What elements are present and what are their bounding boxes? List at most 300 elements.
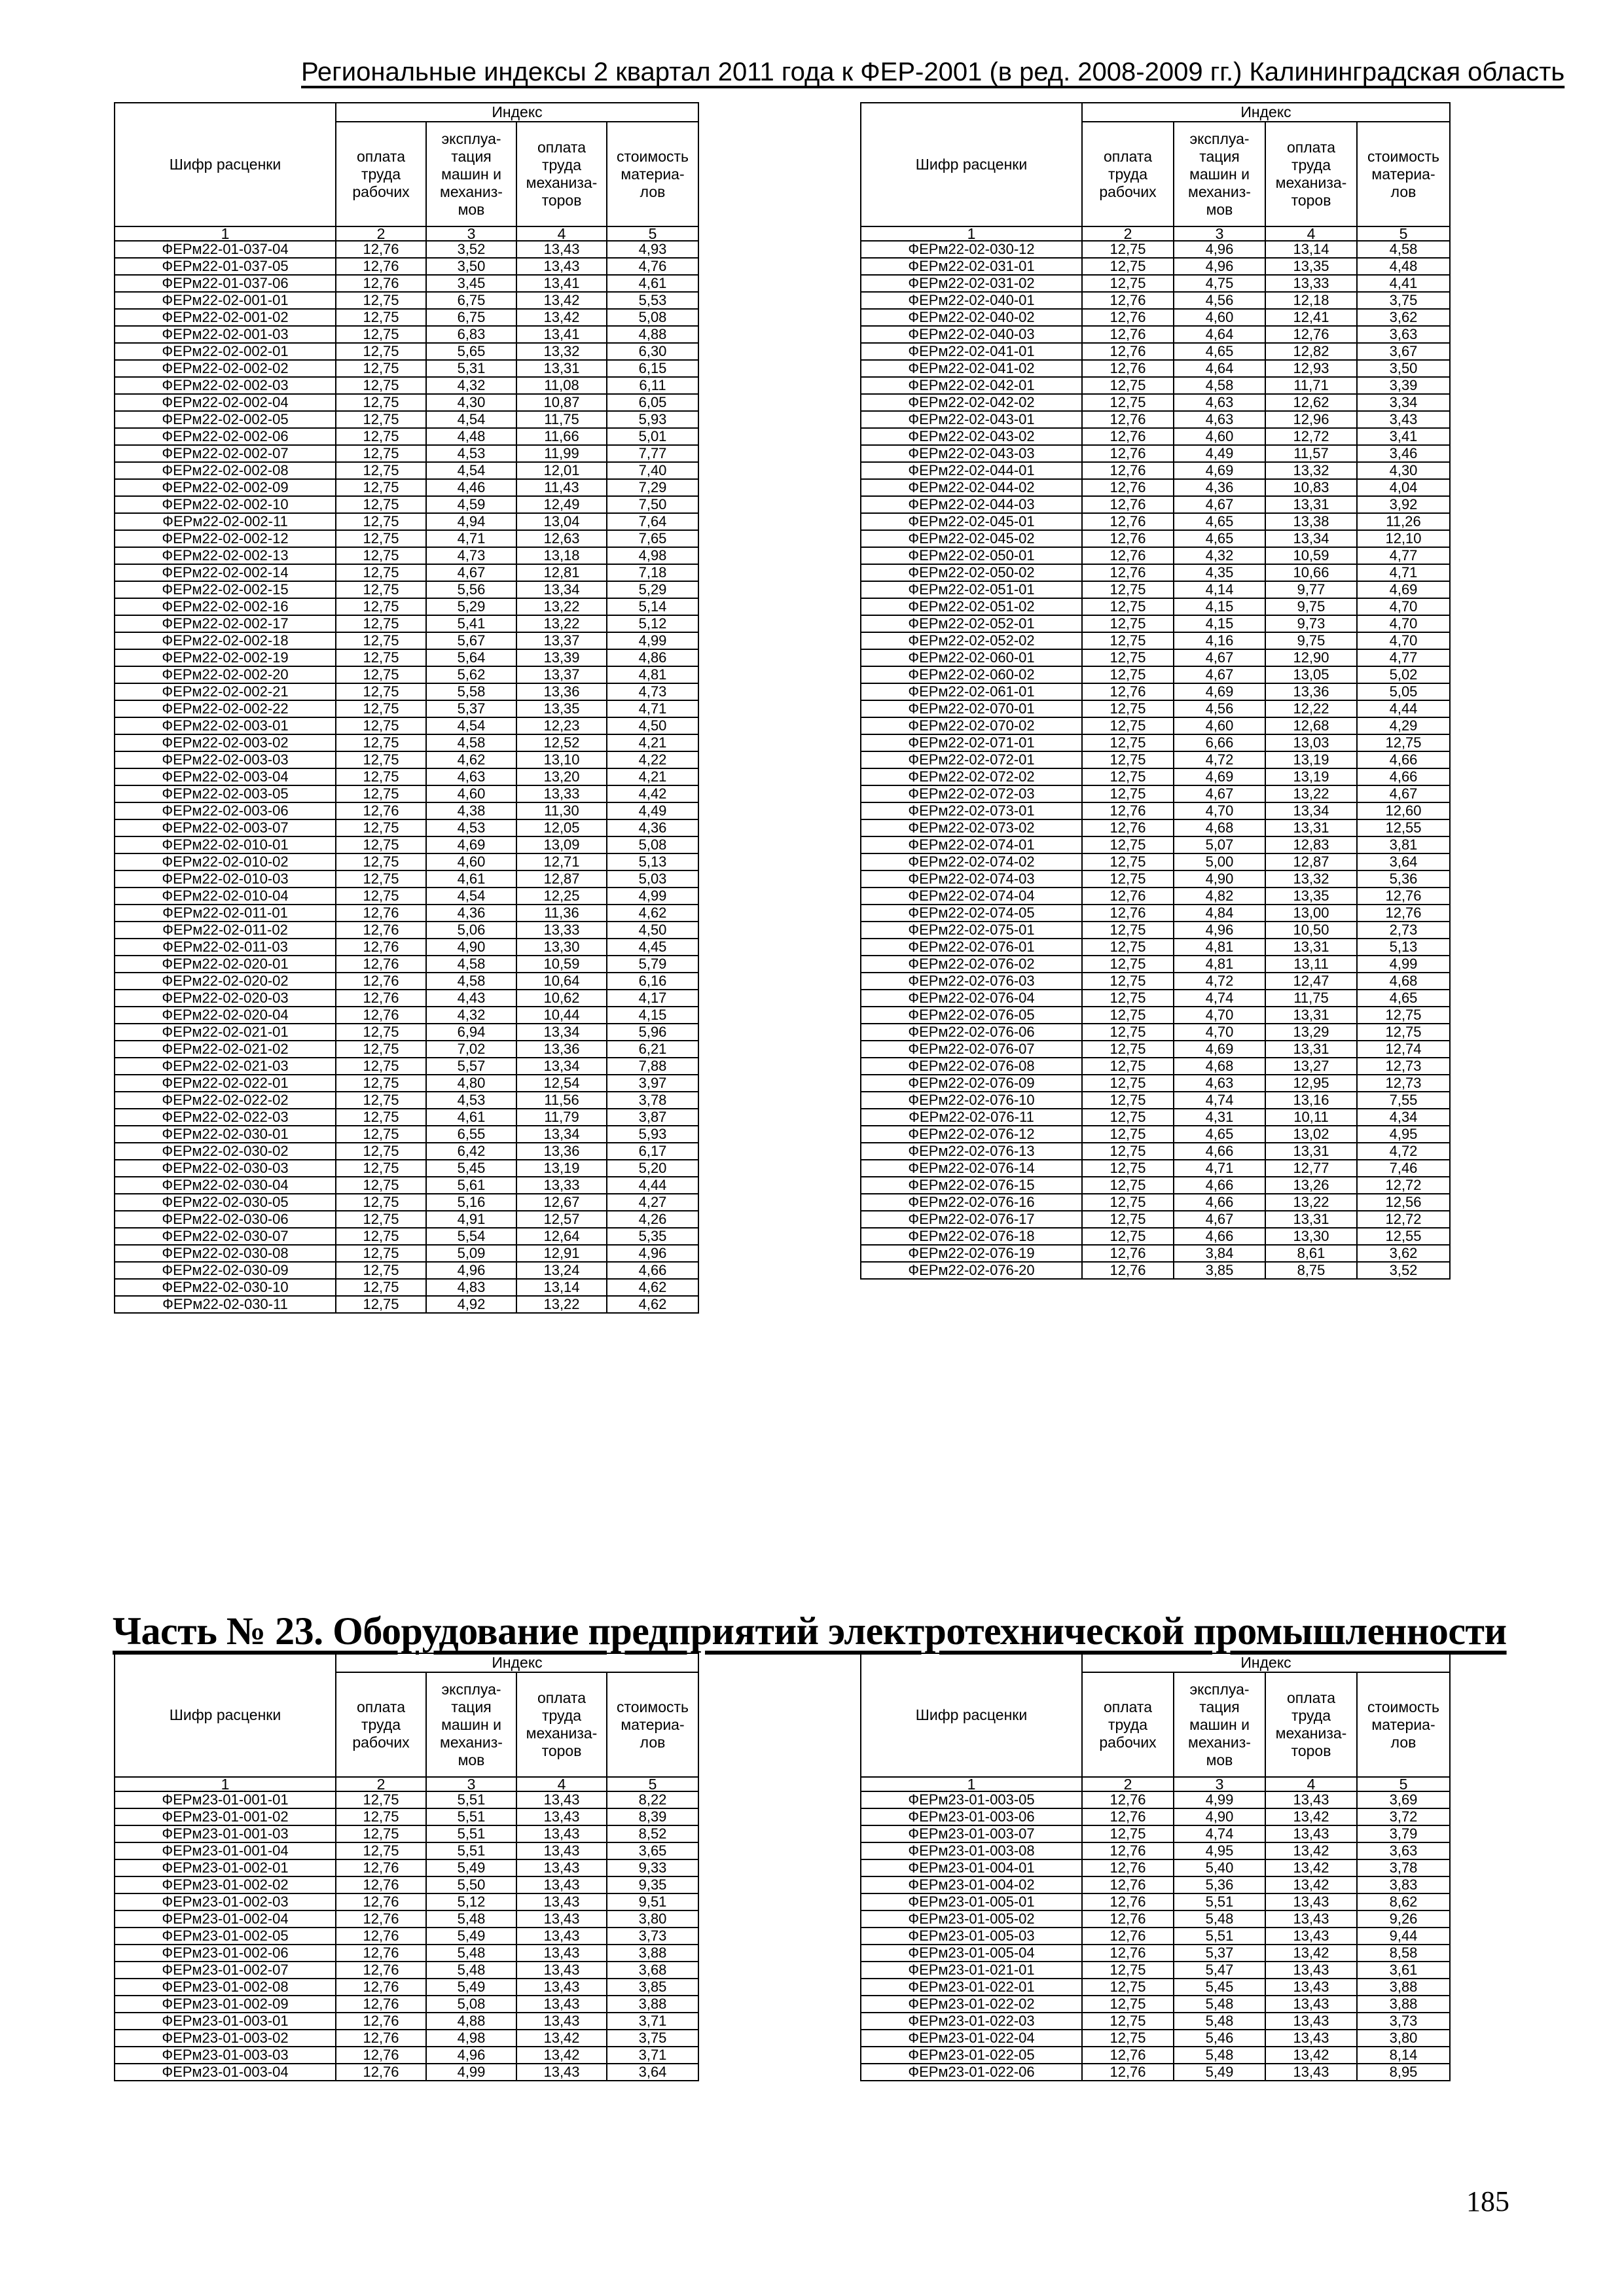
index-value-cell: 4,98 bbox=[607, 547, 698, 564]
index-value-cell: 4,74 bbox=[1174, 1092, 1265, 1109]
rate-code-cell: ФЕРм22-02-076-03 bbox=[861, 973, 1082, 990]
rate-code-cell: ФЕРм22-02-010-04 bbox=[115, 888, 336, 905]
index-value-cell: 12,75 bbox=[1082, 1177, 1174, 1194]
index-value-cell: 12,75 bbox=[1082, 649, 1174, 666]
index-value-cell: 13,31 bbox=[1265, 1041, 1357, 1058]
index-value-cell: 12,75 bbox=[336, 1791, 426, 1808]
table-row bbox=[861, 666, 1450, 683]
index-value-cell: 4,82 bbox=[1174, 888, 1265, 905]
index-value-cell: 12,75 bbox=[1082, 1979, 1174, 1996]
index-value-cell: 4,48 bbox=[426, 428, 516, 445]
column-number: 3 bbox=[1174, 226, 1265, 241]
index-value-cell: 4,96 bbox=[1174, 258, 1265, 275]
index-value-cell: 2,73 bbox=[1357, 922, 1450, 939]
table-row bbox=[861, 649, 1450, 666]
index-value-cell: 4,36 bbox=[1174, 479, 1265, 496]
index-value-cell: 13,43 bbox=[516, 1979, 607, 1996]
index-value-cell: 3,75 bbox=[1357, 292, 1450, 309]
index-value-cell: 4,93 bbox=[607, 241, 698, 258]
index-value-cell: 4,22 bbox=[607, 751, 698, 768]
index-value-cell: 13,43 bbox=[516, 2013, 607, 2030]
column-number: 4 bbox=[516, 226, 607, 241]
rate-code-cell: ФЕРм23-01-002-07 bbox=[115, 1962, 336, 1979]
rate-code-cell: ФЕРм22-02-060-01 bbox=[861, 649, 1082, 666]
table-row bbox=[115, 1228, 698, 1245]
index-value-cell: 4,67 bbox=[1174, 496, 1265, 513]
index-value-cell: 13,32 bbox=[1265, 462, 1357, 479]
table-row bbox=[861, 581, 1450, 598]
table-row bbox=[861, 717, 1450, 734]
table-row bbox=[861, 1058, 1450, 1075]
table-row bbox=[115, 360, 698, 377]
index-value-cell: 5,08 bbox=[607, 309, 698, 326]
rate-code-cell: ФЕРм23-01-002-04 bbox=[115, 1910, 336, 1928]
index-value-cell: 12,75 bbox=[336, 751, 426, 768]
index-value-cell: 12,75 bbox=[336, 547, 426, 564]
index-value-cell: 7,65 bbox=[607, 530, 698, 547]
rate-code-cell: ФЕРм22-02-076-12 bbox=[861, 1126, 1082, 1143]
index-value-cell: 13,43 bbox=[516, 1876, 607, 1893]
index-value-cell: 13,43 bbox=[1265, 2013, 1357, 2030]
index-value-cell: 11,43 bbox=[516, 479, 607, 496]
index-value-cell: 4,53 bbox=[426, 1092, 516, 1109]
rate-code-cell: ФЕРм22-02-002-13 bbox=[115, 547, 336, 564]
index-value-cell: 12,76 bbox=[336, 956, 426, 973]
rate-code-cell: ФЕРм23-01-005-01 bbox=[861, 1893, 1082, 1910]
column-number: 3 bbox=[426, 226, 516, 241]
index-value-cell: 3,39 bbox=[1357, 377, 1450, 394]
index-value-cell: 4,45 bbox=[607, 939, 698, 956]
rate-code-cell: ФЕРм22-02-052-01 bbox=[861, 615, 1082, 632]
index-value-cell: 5,48 bbox=[426, 1945, 516, 1962]
index-value-cell: 13,43 bbox=[1265, 1962, 1357, 1979]
index-value-cell: 3,80 bbox=[1357, 2030, 1450, 2047]
index-value-cell: 4,67 bbox=[1174, 785, 1265, 802]
index-value-cell: 13,10 bbox=[516, 751, 607, 768]
rate-code-cell: ФЕРм22-02-002-18 bbox=[115, 632, 336, 649]
index-value-cell: 4,69 bbox=[1357, 581, 1450, 598]
index-value-cell: 9,51 bbox=[607, 1893, 698, 1910]
rate-code-cell: ФЕРм22-01-037-05 bbox=[115, 258, 336, 275]
header-labor: оплата труда рабочих bbox=[336, 122, 426, 226]
index-value-cell: 12,75 bbox=[336, 1262, 426, 1279]
index-value-cell: 3,52 bbox=[1357, 1262, 1450, 1279]
index-value-cell: 13,32 bbox=[516, 343, 607, 360]
index-value-cell: 6,16 bbox=[607, 973, 698, 990]
rate-code-cell: ФЕРм22-02-044-03 bbox=[861, 496, 1082, 513]
index-value-cell: 3,45 bbox=[426, 275, 516, 292]
index-value-cell: 3,75 bbox=[607, 2030, 698, 2047]
index-value-cell: 12,83 bbox=[1265, 836, 1357, 853]
index-value-cell: 5,65 bbox=[426, 343, 516, 360]
index-value-cell: 12,75 bbox=[1082, 717, 1174, 734]
index-value-cell: 8,52 bbox=[607, 1825, 698, 1842]
rate-code-cell: ФЕРм22-02-002-11 bbox=[115, 513, 336, 530]
index-value-cell: 13,36 bbox=[1265, 683, 1357, 700]
index-value-cell: 4,70 bbox=[1357, 598, 1450, 615]
rate-code-cell: ФЕРм22-02-043-01 bbox=[861, 411, 1082, 428]
index-value-cell: 5,07 bbox=[1174, 836, 1265, 853]
header-materials: стоимость материа- лов bbox=[1357, 1672, 1450, 1777]
table-row bbox=[115, 649, 698, 666]
index-value-cell: 5,51 bbox=[426, 1808, 516, 1825]
index-value-cell: 13,31 bbox=[1265, 819, 1357, 836]
index-value-cell: 4,88 bbox=[607, 326, 698, 343]
rate-code-cell: ФЕРм22-02-042-02 bbox=[861, 394, 1082, 411]
header-code: Шифр расценки bbox=[861, 1653, 1082, 1777]
index-value-cell: 12,76 bbox=[1265, 326, 1357, 343]
index-value-cell: 4,69 bbox=[426, 836, 516, 853]
table-row bbox=[861, 1876, 1450, 1893]
index-value-cell: 12,75 bbox=[336, 632, 426, 649]
index-value-cell: 12,75 bbox=[336, 717, 426, 734]
rate-code-cell: ФЕРм22-02-076-01 bbox=[861, 939, 1082, 956]
index-value-cell: 4,63 bbox=[426, 768, 516, 785]
rate-code-cell: ФЕРм23-01-005-04 bbox=[861, 1945, 1082, 1962]
table-row bbox=[115, 326, 698, 343]
table-row bbox=[861, 853, 1450, 870]
index-value-cell: 5,12 bbox=[607, 615, 698, 632]
rate-code-cell: ФЕРм22-02-076-05 bbox=[861, 1007, 1082, 1024]
index-value-cell: 4,64 bbox=[1174, 326, 1265, 343]
rate-code-cell: ФЕРм22-02-044-01 bbox=[861, 462, 1082, 479]
index-value-cell: 13,11 bbox=[1265, 956, 1357, 973]
index-value-cell: 12,52 bbox=[516, 734, 607, 751]
index-value-cell: 7,18 bbox=[607, 564, 698, 581]
index-value-cell: 13,35 bbox=[1265, 888, 1357, 905]
rate-code-cell: ФЕРм22-02-001-03 bbox=[115, 326, 336, 343]
index-value-cell: 5,48 bbox=[426, 1962, 516, 1979]
index-value-cell: 9,35 bbox=[607, 1876, 698, 1893]
index-value-cell: 12,72 bbox=[1357, 1211, 1450, 1228]
index-value-cell: 12,75 bbox=[336, 1092, 426, 1109]
index-value-cell: 13,42 bbox=[1265, 1945, 1357, 1962]
index-value-cell: 4,72 bbox=[1357, 1143, 1450, 1160]
index-value-cell: 12,75 bbox=[336, 853, 426, 870]
column-number: 1 bbox=[115, 1777, 336, 1791]
index-value-cell: 13,31 bbox=[1265, 1143, 1357, 1160]
index-value-cell: 12,75 bbox=[1357, 734, 1450, 751]
index-value-cell: 5,12 bbox=[426, 1893, 516, 1910]
index-value-cell: 4,67 bbox=[426, 564, 516, 581]
table-row bbox=[861, 1177, 1450, 1194]
table-row bbox=[861, 292, 1450, 309]
index-value-cell: 5,58 bbox=[426, 683, 516, 700]
index-value-cell: 3,50 bbox=[1357, 360, 1450, 377]
index-value-cell: 11,36 bbox=[516, 905, 607, 922]
rate-code-cell: ФЕРм22-02-074-02 bbox=[861, 853, 1082, 870]
table-row bbox=[861, 870, 1450, 888]
index-value-cell: 4,36 bbox=[607, 819, 698, 836]
rate-code-cell: ФЕРм23-01-003-07 bbox=[861, 1825, 1082, 1842]
table-row bbox=[861, 1041, 1450, 1058]
index-value-cell: 3,62 bbox=[1357, 1245, 1450, 1262]
index-value-cell: 12,76 bbox=[1082, 683, 1174, 700]
index-table-2 bbox=[860, 102, 1451, 1280]
index-value-cell: 4,81 bbox=[1174, 956, 1265, 973]
index-value-cell: 12,75 bbox=[1082, 870, 1174, 888]
index-value-cell: 12,87 bbox=[1265, 853, 1357, 870]
index-value-cell: 4,44 bbox=[1357, 700, 1450, 717]
table-row bbox=[861, 1194, 1450, 1211]
table-row bbox=[115, 343, 698, 360]
index-value-cell: 12,76 bbox=[336, 2047, 426, 2064]
index-value-cell: 13,31 bbox=[1265, 939, 1357, 956]
index-value-cell: 4,65 bbox=[1357, 990, 1450, 1007]
index-value-cell: 3,69 bbox=[1357, 1791, 1450, 1808]
index-value-cell: 3,73 bbox=[607, 1928, 698, 1945]
index-value-cell: 6,75 bbox=[426, 292, 516, 309]
index-value-cell: 11,79 bbox=[516, 1109, 607, 1126]
index-value-cell: 5,51 bbox=[1174, 1928, 1265, 1945]
index-value-cell: 12,82 bbox=[1265, 343, 1357, 360]
rate-code-cell: ФЕРм22-02-002-04 bbox=[115, 394, 336, 411]
index-value-cell: 4,68 bbox=[1174, 1058, 1265, 1075]
index-value-cell: 12,96 bbox=[1265, 411, 1357, 428]
table-row bbox=[115, 1928, 698, 1945]
rate-code-cell: ФЕРм23-01-022-02 bbox=[861, 1996, 1082, 2013]
index-value-cell: 12,76 bbox=[336, 990, 426, 1007]
index-value-cell: 13,42 bbox=[516, 2047, 607, 2064]
index-value-cell: 4,54 bbox=[426, 717, 516, 734]
index-value-cell: 8,95 bbox=[1357, 2064, 1450, 2081]
index-value-cell: 5,41 bbox=[426, 615, 516, 632]
index-value-cell: 12,75 bbox=[1082, 615, 1174, 632]
rate-code-cell: ФЕРм22-02-002-06 bbox=[115, 428, 336, 445]
rate-code-cell: ФЕРм23-01-002-02 bbox=[115, 1876, 336, 1893]
table-row bbox=[115, 1245, 698, 1262]
index-value-cell: 5,37 bbox=[426, 700, 516, 717]
index-value-cell: 4,71 bbox=[1357, 564, 1450, 581]
index-value-cell: 12,75 bbox=[1082, 1996, 1174, 2013]
index-value-cell: 13,22 bbox=[516, 598, 607, 615]
index-value-cell: 4,53 bbox=[426, 819, 516, 836]
index-value-cell: 4,49 bbox=[1174, 445, 1265, 462]
table-row bbox=[115, 530, 698, 547]
index-value-cell: 13,36 bbox=[516, 683, 607, 700]
index-value-cell: 13,34 bbox=[516, 1024, 607, 1041]
index-value-cell: 5,53 bbox=[607, 292, 698, 309]
index-value-cell: 13,43 bbox=[516, 1791, 607, 1808]
index-value-cell: 5,02 bbox=[1357, 666, 1450, 683]
rate-code-cell: ФЕРм22-02-030-09 bbox=[115, 1262, 336, 1279]
index-value-cell: 9,26 bbox=[1357, 1910, 1450, 1928]
header-code: Шифр расценки bbox=[115, 103, 336, 226]
index-value-cell: 12,75 bbox=[336, 377, 426, 394]
table-row bbox=[115, 1825, 698, 1842]
section-title: Часть № 23. Оборудование предприятий электротехнической промышленности bbox=[113, 1609, 1507, 1653]
index-value-cell: 3,78 bbox=[607, 1092, 698, 1109]
rate-code-cell: ФЕРм22-02-003-06 bbox=[115, 802, 336, 819]
index-value-cell: 5,03 bbox=[607, 870, 698, 888]
header-code: Шифр расценки bbox=[861, 103, 1082, 226]
index-value-cell: 6,30 bbox=[607, 343, 698, 360]
index-value-cell: 9,33 bbox=[607, 1859, 698, 1876]
index-value-cell: 12,76 bbox=[1082, 496, 1174, 513]
rate-code-cell: ФЕРм22-02-020-03 bbox=[115, 990, 336, 1007]
header-machines: эксплуа- тация машин и механиз- мов bbox=[1174, 1672, 1265, 1777]
table-row bbox=[115, 956, 698, 973]
index-value-cell: 4,15 bbox=[1174, 598, 1265, 615]
index-value-cell: 12,76 bbox=[1082, 802, 1174, 819]
index-value-cell: 5,48 bbox=[1174, 1910, 1265, 1928]
rate-code-cell: ФЕРм22-02-011-01 bbox=[115, 905, 336, 922]
index-value-cell: 4,66 bbox=[1174, 1177, 1265, 1194]
index-value-cell: 12,75 bbox=[1082, 1024, 1174, 1041]
index-value-cell: 12,76 bbox=[1082, 326, 1174, 343]
index-value-cell: 12,75 bbox=[1082, 1143, 1174, 1160]
index-value-cell: 4,34 bbox=[1357, 1109, 1450, 1126]
rate-code-cell: ФЕРм22-02-010-01 bbox=[115, 836, 336, 853]
rate-code-cell: ФЕРм23-01-005-03 bbox=[861, 1928, 1082, 1945]
index-value-cell: 4,38 bbox=[426, 802, 516, 819]
rate-code-cell: ФЕРм22-02-041-02 bbox=[861, 360, 1082, 377]
index-value-cell: 12,76 bbox=[336, 973, 426, 990]
index-value-cell: 4,77 bbox=[1357, 547, 1450, 564]
index-value-cell: 4,83 bbox=[426, 1279, 516, 1296]
table-row bbox=[115, 564, 698, 581]
table-row bbox=[115, 1808, 698, 1825]
table-row bbox=[861, 2013, 1450, 2030]
table-row bbox=[115, 1910, 698, 1928]
rate-code-cell: ФЕРм22-02-040-01 bbox=[861, 292, 1082, 309]
header-materials: стоимость материа- лов bbox=[607, 122, 698, 226]
rate-code-cell: ФЕРм22-02-070-02 bbox=[861, 717, 1082, 734]
index-value-cell: 5,62 bbox=[426, 666, 516, 683]
index-value-cell: 12,76 bbox=[336, 258, 426, 275]
rate-code-cell: ФЕРм22-02-030-07 bbox=[115, 1228, 336, 1245]
rate-code-cell: ФЕРм22-02-002-05 bbox=[115, 411, 336, 428]
table-row bbox=[861, 819, 1450, 836]
index-value-cell: 4,69 bbox=[1174, 1041, 1265, 1058]
index-value-cell: 12,75 bbox=[336, 888, 426, 905]
header-index: Индекс bbox=[336, 1653, 698, 1672]
rate-code-cell: ФЕРм22-02-020-02 bbox=[115, 973, 336, 990]
index-value-cell: 4,58 bbox=[1174, 377, 1265, 394]
index-value-cell: 12,76 bbox=[336, 241, 426, 258]
index-value-cell: 4,70 bbox=[1174, 1007, 1265, 1024]
table-row bbox=[115, 1092, 698, 1109]
rate-code-cell: ФЕРм23-01-022-05 bbox=[861, 2047, 1082, 2064]
index-value-cell: 4,99 bbox=[426, 2064, 516, 2081]
rate-code-cell: ФЕРм22-02-040-02 bbox=[861, 309, 1082, 326]
index-value-cell: 13,22 bbox=[1265, 1194, 1357, 1211]
index-value-cell: 11,75 bbox=[1265, 990, 1357, 1007]
index-value-cell: 12,76 bbox=[1082, 428, 1174, 445]
column-number: 1 bbox=[115, 226, 336, 241]
table-row bbox=[861, 1024, 1450, 1041]
index-value-cell: 4,66 bbox=[607, 1262, 698, 1279]
index-value-cell: 6,55 bbox=[426, 1126, 516, 1143]
index-value-cell: 12,76 bbox=[1082, 1808, 1174, 1825]
index-value-cell: 6,21 bbox=[607, 1041, 698, 1058]
index-value-cell: 13,18 bbox=[516, 547, 607, 564]
table-row bbox=[861, 1979, 1450, 1996]
index-value-cell: 12,75 bbox=[336, 1245, 426, 1262]
index-value-cell: 4,67 bbox=[1174, 666, 1265, 683]
index-value-cell: 12,75 bbox=[1082, 836, 1174, 853]
index-value-cell: 13,05 bbox=[1265, 666, 1357, 683]
index-value-cell: 4,60 bbox=[426, 785, 516, 802]
index-value-cell: 12,75 bbox=[336, 513, 426, 530]
table-row bbox=[861, 956, 1450, 973]
index-value-cell: 12,62 bbox=[1265, 394, 1357, 411]
table-row bbox=[115, 394, 698, 411]
index-value-cell: 4,43 bbox=[426, 990, 516, 1007]
index-value-cell: 5,49 bbox=[426, 1928, 516, 1945]
index-value-cell: 4,90 bbox=[426, 939, 516, 956]
table-row bbox=[861, 258, 1450, 275]
table-row bbox=[115, 700, 698, 717]
index-table-1 bbox=[114, 102, 699, 1314]
table-row bbox=[861, 428, 1450, 445]
index-value-cell: 5,36 bbox=[1357, 870, 1450, 888]
index-value-cell: 5,35 bbox=[607, 1228, 698, 1245]
index-value-cell: 13,34 bbox=[1265, 802, 1357, 819]
table-row bbox=[861, 462, 1450, 479]
rate-code-cell: ФЕРм22-02-003-07 bbox=[115, 819, 336, 836]
index-value-cell: 4,21 bbox=[607, 768, 698, 785]
index-value-cell: 12,75 bbox=[336, 1211, 426, 1228]
index-value-cell: 5,45 bbox=[426, 1160, 516, 1177]
table-row bbox=[861, 1126, 1450, 1143]
index-value-cell: 11,75 bbox=[516, 411, 607, 428]
index-value-cell: 7,64 bbox=[607, 513, 698, 530]
table-row bbox=[861, 241, 1450, 258]
index-value-cell: 4,98 bbox=[426, 2030, 516, 2047]
index-value-cell: 5,16 bbox=[426, 1194, 516, 1211]
index-value-cell: 4,75 bbox=[1174, 275, 1265, 292]
index-value-cell: 4,95 bbox=[1357, 1126, 1450, 1143]
table-row bbox=[115, 2013, 698, 2030]
table-row bbox=[861, 615, 1450, 632]
index-value-cell: 8,75 bbox=[1265, 1262, 1357, 1279]
index-value-cell: 5,51 bbox=[426, 1791, 516, 1808]
index-value-cell: 12,76 bbox=[336, 1928, 426, 1945]
index-value-cell: 12,76 bbox=[336, 1962, 426, 1979]
table-row bbox=[115, 768, 698, 785]
column-number: 2 bbox=[1082, 226, 1174, 241]
index-value-cell: 4,99 bbox=[1174, 1791, 1265, 1808]
rate-code-cell: ФЕРм22-02-030-11 bbox=[115, 1296, 336, 1313]
index-value-cell: 12,75 bbox=[1082, 258, 1174, 275]
index-value-cell: 12,91 bbox=[516, 1245, 607, 1262]
index-value-cell: 13,43 bbox=[516, 1910, 607, 1928]
rate-code-cell: ФЕРм22-02-022-03 bbox=[115, 1109, 336, 1126]
rate-code-cell: ФЕРм22-02-003-04 bbox=[115, 768, 336, 785]
index-value-cell: 12,75 bbox=[1082, 853, 1174, 870]
table-row bbox=[115, 1109, 698, 1126]
rate-code-cell: ФЕРм22-02-050-01 bbox=[861, 547, 1082, 564]
index-value-cell: 3,50 bbox=[426, 258, 516, 275]
index-value-cell: 12,10 bbox=[1357, 530, 1450, 547]
index-value-cell: 12,75 bbox=[336, 1109, 426, 1126]
index-value-cell: 4,99 bbox=[607, 632, 698, 649]
index-value-cell: 13,19 bbox=[1265, 751, 1357, 768]
rate-code-cell: ФЕРм22-02-002-19 bbox=[115, 649, 336, 666]
table-row bbox=[115, 598, 698, 615]
index-value-cell: 12,75 bbox=[336, 1126, 426, 1143]
index-value-cell: 4,27 bbox=[607, 1194, 698, 1211]
index-value-cell: 4,81 bbox=[607, 666, 698, 683]
index-value-cell: 4,50 bbox=[607, 922, 698, 939]
index-value-cell: 4,86 bbox=[607, 649, 698, 666]
index-value-cell: 8,39 bbox=[607, 1808, 698, 1825]
rate-code-cell: ФЕРм22-02-074-04 bbox=[861, 888, 1082, 905]
index-value-cell: 13,42 bbox=[1265, 1842, 1357, 1859]
index-value-cell: 12,75 bbox=[336, 292, 426, 309]
index-value-cell: 3,65 bbox=[607, 1842, 698, 1859]
